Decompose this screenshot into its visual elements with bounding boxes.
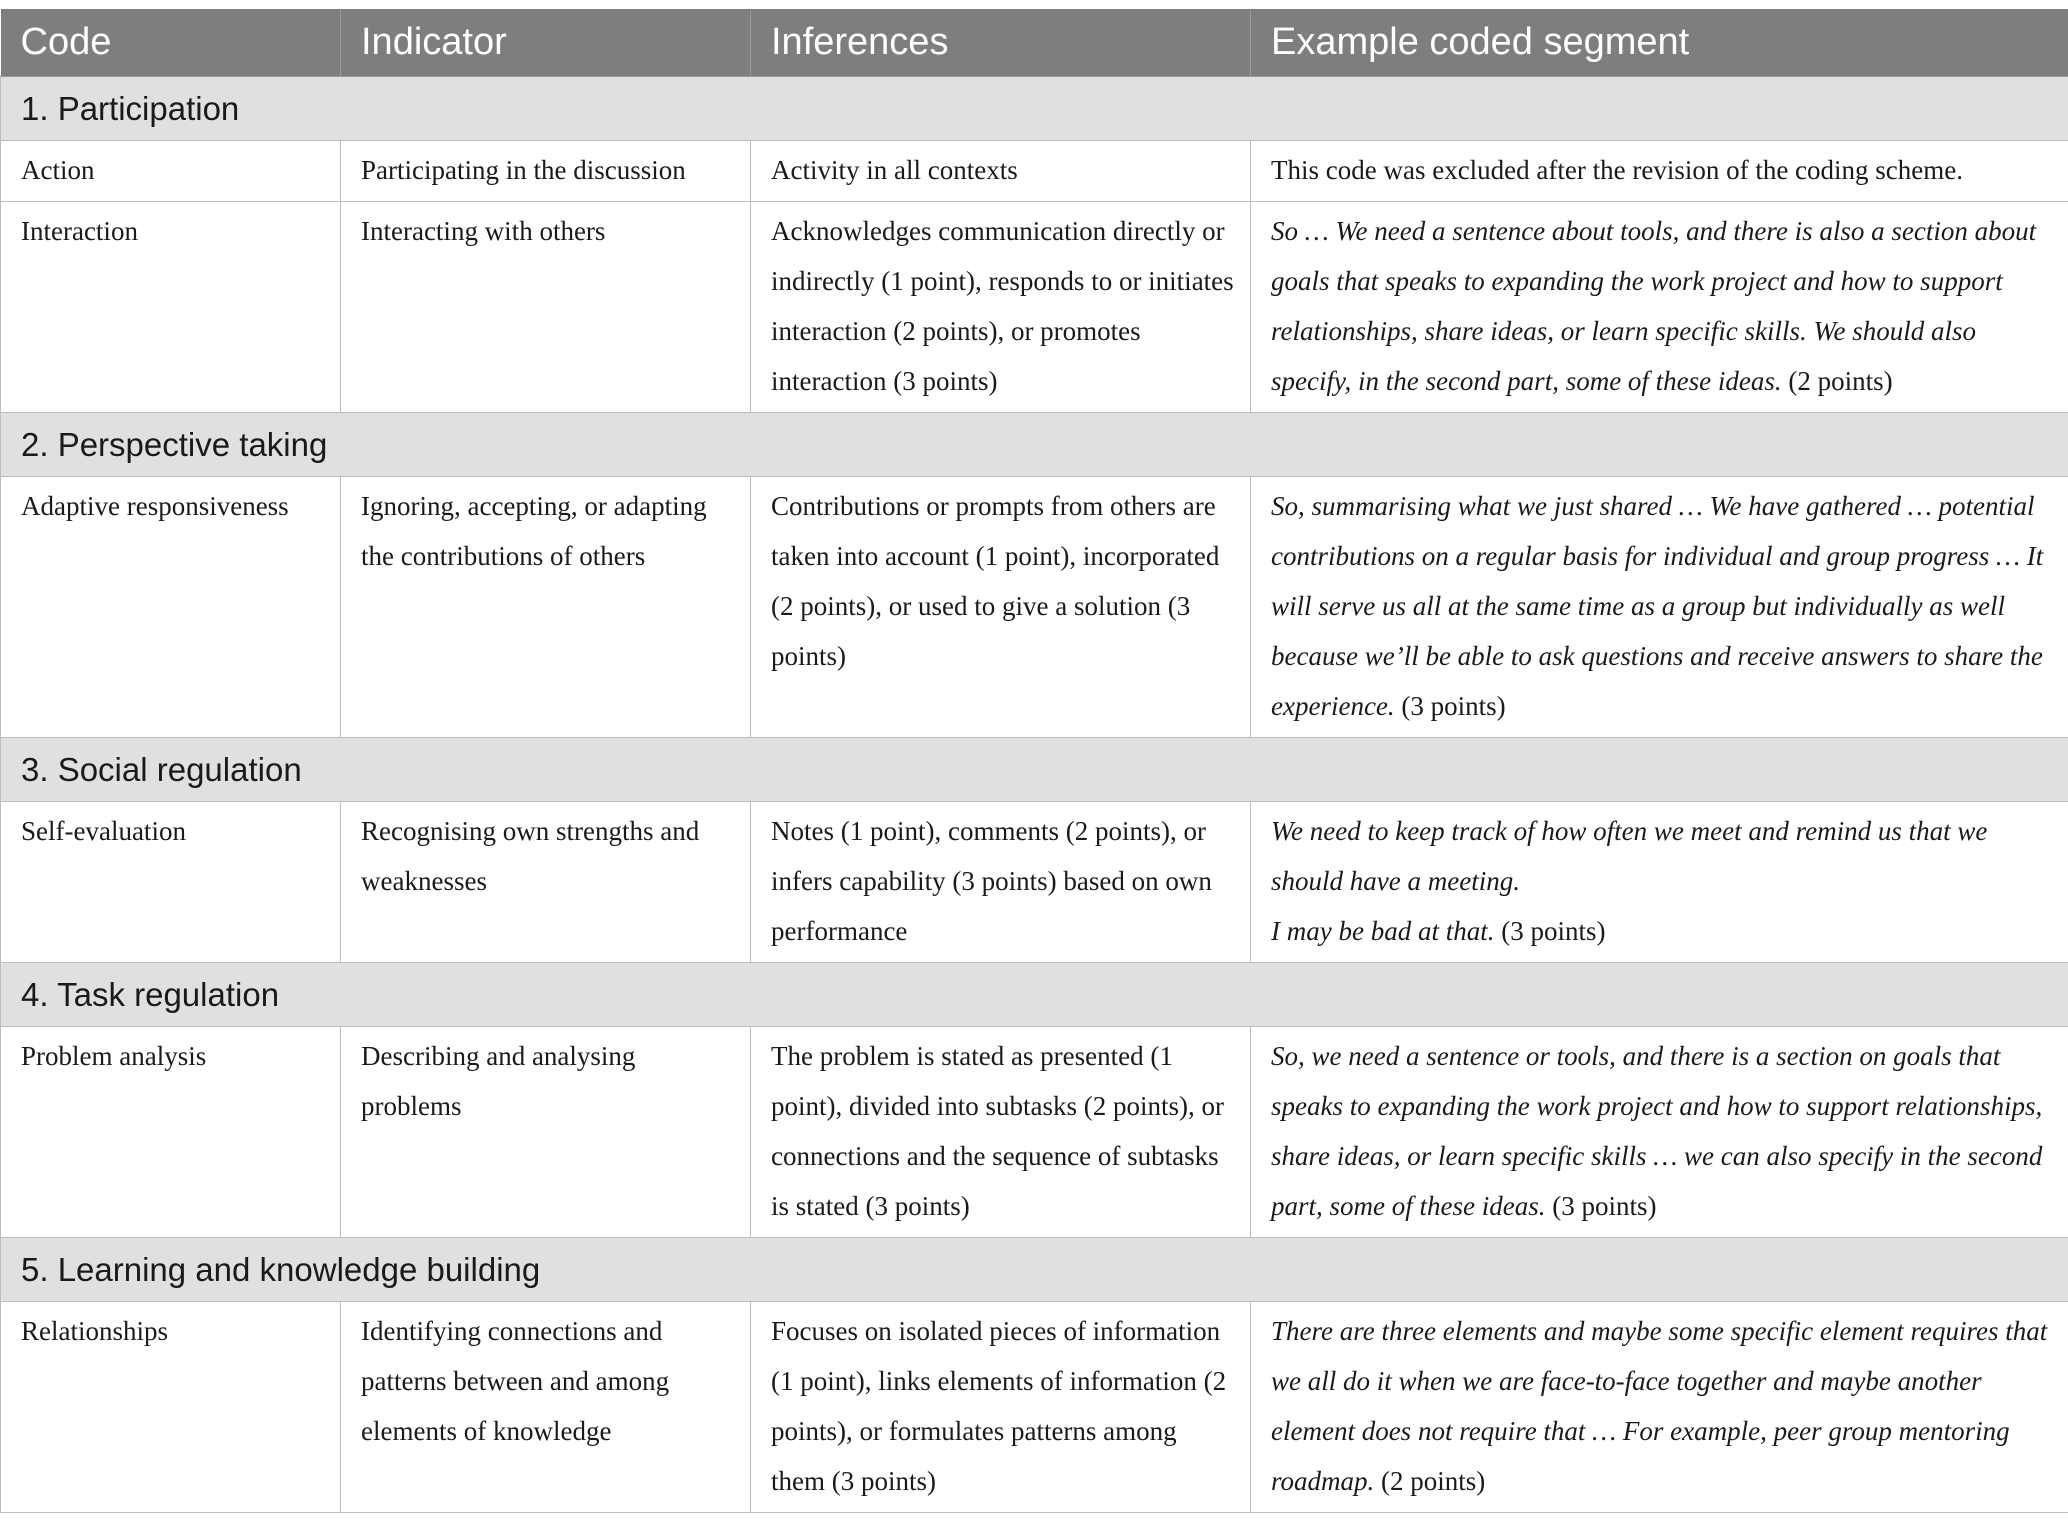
example-cell bbox=[1251, 141, 2068, 202]
example-line bbox=[1271, 906, 2054, 956]
code-cell: Relationships bbox=[1, 1302, 341, 1513]
example-points: This code was excluded after the revision of the coding scheme. bbox=[1271, 155, 1964, 185]
code-cell: Problem analysis bbox=[1, 1027, 341, 1238]
section-row bbox=[1, 413, 2068, 477]
indicator-cell: Participating in the discussion bbox=[341, 141, 751, 202]
example-line bbox=[1271, 806, 2054, 906]
example-quote: I may be bad at that. bbox=[1271, 916, 1495, 946]
coding-scheme-table bbox=[0, 9, 2068, 1513]
example-quote: So, summarising what we just shared … We have gathered … potential contributions on a regular basis for individual and group progress … It will serve us all at the same time as a group but individually as well because we’ll be able to ask questions and receive answers to share the experience. bbox=[1271, 491, 2044, 721]
inferences-cell: The problem is stated as presented (1 point), divided into subtasks (2 points), or connections and the sequence of subtasks is stated (3 points) bbox=[751, 1027, 1251, 1238]
table-row bbox=[1, 802, 2068, 963]
table-row bbox=[1, 1302, 2068, 1513]
indicator-cell: Recognising own strengths and weaknesses bbox=[341, 802, 751, 963]
header-row bbox=[1, 9, 2068, 77]
section-title: 1. Participation bbox=[1, 77, 2068, 141]
section-title: 5. Learning and knowledge building bbox=[1, 1238, 2068, 1302]
code-cell: Self-evaluation bbox=[1, 802, 341, 963]
header-inferences: Inferences bbox=[751, 9, 1251, 77]
table-row bbox=[1, 202, 2068, 413]
inferences-cell: Focuses on isolated pieces of information (1 point), links elements of information (2 points), or formulates patterns among them (3 points) bbox=[751, 1302, 1251, 1513]
example-quote: So … We need a sentence about tools, and there is also a section about goals that speaks to expanding the work project and how to support relationships, share ideas, or learn specific skills. We should also specify, in the second part, some of these ideas. bbox=[1271, 216, 2037, 396]
example-points: (2 points) bbox=[1781, 366, 1893, 396]
example-points: (3 points) bbox=[1494, 916, 1606, 946]
code-cell: Adaptive responsiveness bbox=[1, 477, 341, 738]
table-row bbox=[1, 1027, 2068, 1238]
table-row bbox=[1, 477, 2068, 738]
table-body bbox=[1, 77, 2068, 1513]
indicator-cell: Interacting with others bbox=[341, 202, 751, 413]
section-title: 4. Task regulation bbox=[1, 963, 2068, 1027]
section-title: 3. Social regulation bbox=[1, 738, 2068, 802]
example-line bbox=[1271, 145, 2054, 195]
example-points: (3 points) bbox=[1394, 691, 1506, 721]
table-row bbox=[1, 141, 2068, 202]
example-quote: So, we need a sentence or tools, and there is a section on goals that speaks to expanding the work project and how to support relationships, share ideas, or learn specific skills … we can also specify in the second part, some of these ideas. bbox=[1271, 1041, 2043, 1221]
inferences-cell: Activity in all contexts bbox=[751, 141, 1251, 202]
section-row bbox=[1, 963, 2068, 1027]
code-cell: Interaction bbox=[1, 202, 341, 413]
example-cell bbox=[1251, 1027, 2068, 1238]
example-quote: We need to keep track of how often we meet and remind us that we should have a meeting. bbox=[1271, 816, 1988, 896]
example-quote: There are three elements and maybe some specific element requires that we all do it when we are face-to-face together and maybe another element does not require that … For example, peer group mentoring roadmap. bbox=[1271, 1316, 2048, 1496]
section-row bbox=[1, 738, 2068, 802]
example-cell bbox=[1251, 477, 2068, 738]
indicator-cell: Ignoring, accepting, or adapting the contributions of others bbox=[341, 477, 751, 738]
section-row bbox=[1, 1238, 2068, 1302]
example-line bbox=[1271, 1306, 2054, 1506]
example-points: (3 points) bbox=[1545, 1191, 1657, 1221]
example-cell bbox=[1251, 202, 2068, 413]
header-indicator: Indicator bbox=[341, 9, 751, 77]
indicator-cell: Describing and analysing problems bbox=[341, 1027, 751, 1238]
header-example: Example coded segment bbox=[1251, 9, 2068, 77]
example-line bbox=[1271, 206, 2054, 406]
example-line bbox=[1271, 481, 2054, 731]
inferences-cell: Contributions or prompts from others are taken into account (1 point), incorporated (2 points), or used to give a solution (3 points) bbox=[751, 477, 1251, 738]
section-title: 2. Perspective taking bbox=[1, 413, 2068, 477]
inferences-cell: Acknowledges communication directly or indirectly (1 point), responds to or initiates interaction (2 points), or promotes interaction (3 points) bbox=[751, 202, 1251, 413]
example-line bbox=[1271, 1031, 2054, 1231]
header-code: Code bbox=[1, 9, 341, 77]
example-cell bbox=[1251, 802, 2068, 963]
code-cell: Action bbox=[1, 141, 341, 202]
indicator-cell: Identifying connections and patterns between and among elements of knowledge bbox=[341, 1302, 751, 1513]
example-points: (2 points) bbox=[1374, 1466, 1486, 1496]
inferences-cell: Notes (1 point), comments (2 points), or infers capability (3 points) based on own performance bbox=[751, 802, 1251, 963]
section-row bbox=[1, 77, 2068, 141]
example-cell bbox=[1251, 1302, 2068, 1513]
